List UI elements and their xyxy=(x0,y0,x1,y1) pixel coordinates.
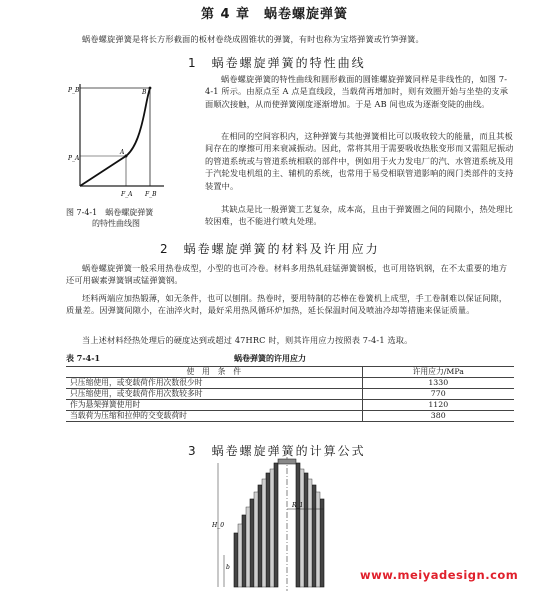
label-r1: R_1 xyxy=(292,502,304,509)
figure-caption-line1: 图 7-4-1 蜗卷螺旋弹簧 xyxy=(66,208,154,217)
spring-top-cap xyxy=(278,459,296,464)
label-pb: P_B xyxy=(68,87,80,94)
table-cell-stress: 380 xyxy=(362,411,514,422)
figure-caption xyxy=(66,207,194,229)
table-cell-condition: 只压缩使用，或变载荷作用次数很少时 xyxy=(66,378,362,389)
watermark-url: www.meiyadesign.com xyxy=(360,568,519,582)
label-b-width: b xyxy=(226,564,230,571)
table-cell-stress: 1330 xyxy=(362,378,514,389)
table-row xyxy=(66,411,514,422)
table-cell-condition: 只压缩使用，或变载荷作用次数较多时 xyxy=(66,389,362,400)
section1-paragraph-2: 在相同的空间容积内，这种弹簧与其他弹簧相比可以吸收较大的能量，而且其板间存在的摩擦可用来衰减振动。因此，常将其用于需要吸收热胀变形而又需阻尼振动的管道系统或与管道系统相联的部件中，例如用于火力发电厂的汽、水管道系统及用于汽轮发电机组的主、辅机的系统，也常用于易受相联管道影响的阀门类部件的支持装置中。 xyxy=(205,131,514,191)
table-caption: 蜗卷弹簧的许用应力 xyxy=(234,353,306,363)
table-cell-stress: 770 xyxy=(362,389,514,400)
table-cell-condition: 作为悬架弹簧使用时 xyxy=(66,400,362,411)
section1-paragraph-1: 蜗卷螺旋弹簧的特性曲线和圆形截面的圆锥螺旋弹簧同样是非线性的，如图 7-4-1 所示。由原点至 A 点是直线段，当载荷再增加时，则有效圈开始与坐垫的支承面顺次接触，从而使弹簧刚度逐渐增加。于是 AB 间也成为逐渐变陡的曲线。 xyxy=(205,74,509,109)
section2-paragraph-2: 坯料两端应加热锻薄，如无条件，也可以刨削。热卷时，要用特制的芯棒在卷簧机上成型，手工卷制难以保证间隙，质量差。因弹簧间隙小，在油淬火时，最好采用热风循环炉加热，延长保温时间及喷油冷却等措施来保证质量。 xyxy=(66,293,508,316)
label-fb: F_B xyxy=(145,191,157,198)
section3-heading: 3 蜗卷螺旋弹簧的计算公式 xyxy=(188,444,366,458)
section2-paragraph-3: 当上述材料经热处理后的硬度达到或超过 47HRC 时，则其许用应力按照表 7-4-1 选取。 xyxy=(82,335,413,345)
header-allowable-stress: 许用应力/MPa xyxy=(362,367,514,378)
table-row xyxy=(66,389,514,400)
table-row xyxy=(66,378,514,389)
table-number: 表 7-4-1 xyxy=(66,353,101,363)
label-pa: P_A xyxy=(68,155,80,162)
characteristic-curve xyxy=(80,88,150,186)
volute-spring-cross-section-figure xyxy=(212,455,362,591)
section1-paragraph-3: 其缺点是比一般弹簧工艺复杂，成本高，且由于弹簧圈之间的间隙小，热处理比较困难，也不能进行喷丸处理。 xyxy=(205,204,513,227)
table-title xyxy=(66,353,514,364)
table-cell-stress: 1120 xyxy=(362,400,514,411)
table-row xyxy=(66,400,514,411)
label-a: A xyxy=(120,149,125,156)
characteristic-curve-figure xyxy=(68,82,168,202)
header-usage-condition: 使 用 条 件 xyxy=(66,367,362,378)
table-cell-condition: 当载荷为压缩和拉伸的交变载荷时 xyxy=(66,411,362,422)
figure-caption-line2: 的特性曲线图 xyxy=(92,219,140,228)
label-h0: H_0 xyxy=(212,522,225,529)
allowable-stress-table xyxy=(66,366,514,422)
section2-paragraph-1: 蜗卷螺旋弹簧一般采用热卷成型，小型的也可冷卷。材料多用热轧硅锰弹簧钢板，也可用铬钒钢，在不太重要的地方还可用碳素弹簧钢或锰弹簧钢。 xyxy=(66,263,508,286)
point-a-marker xyxy=(125,155,128,158)
label-b: B xyxy=(142,89,147,96)
point-b-marker xyxy=(149,87,152,90)
intro-paragraph: 蜗卷螺旋弹簧是将长方形截面的板材卷绕成圆锥状的弹簧，有时也称为宝塔弹簧或竹笋弹簧。 xyxy=(82,34,424,44)
section2-heading: 2 蜗卷螺旋弹簧的材料及许用应力 xyxy=(160,242,380,256)
label-fa: F_A xyxy=(121,191,133,198)
table-header-row xyxy=(66,367,514,378)
chapter-title: 第 4 章 蜗卷螺旋弹簧 xyxy=(200,7,349,22)
section1-heading: 1 蜗卷螺旋弹簧的特性曲线 xyxy=(188,56,366,70)
